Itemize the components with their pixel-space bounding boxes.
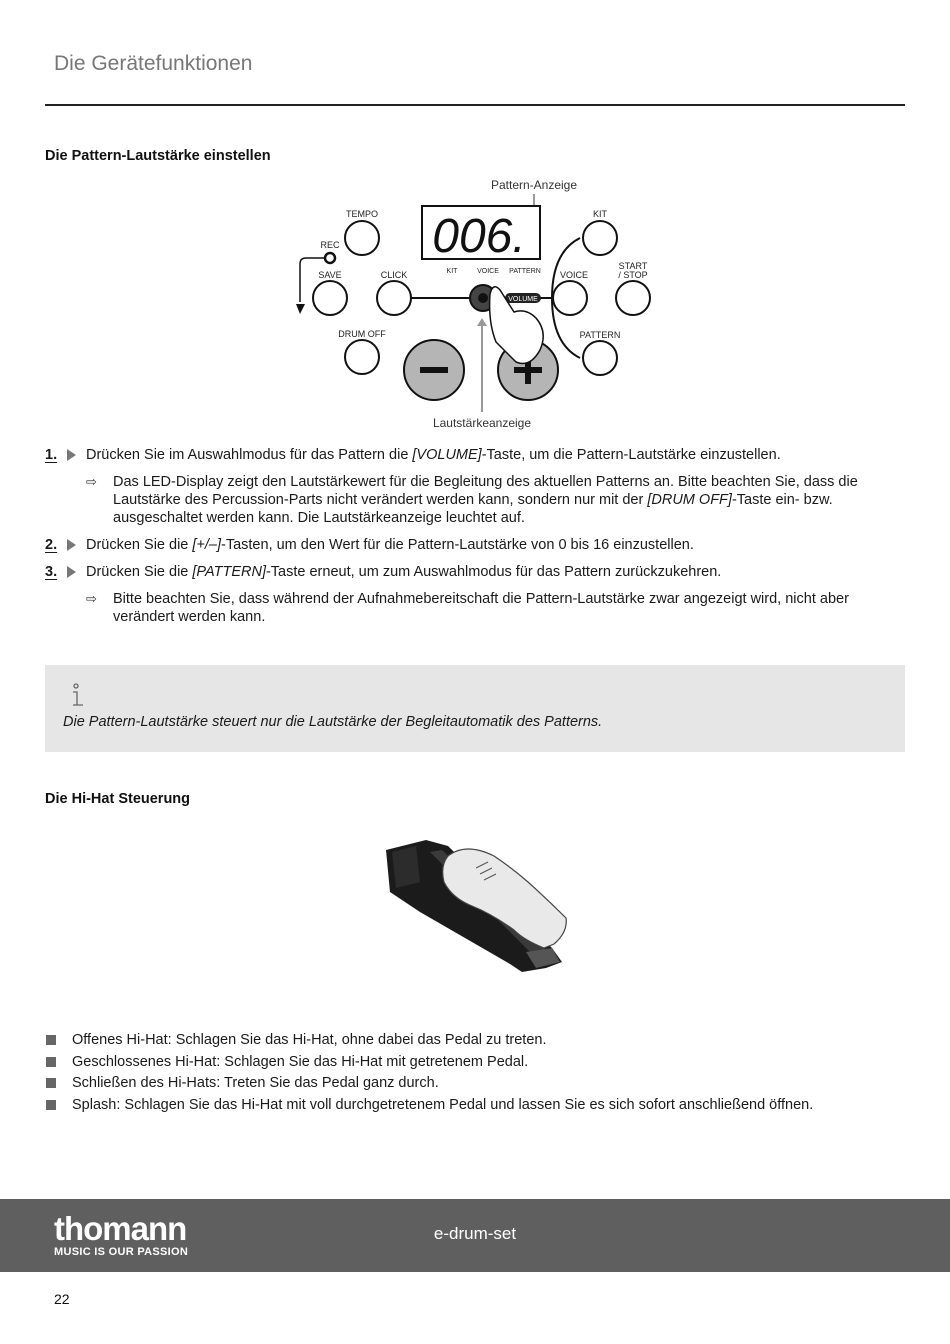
volume-indicator-center <box>478 293 488 303</box>
result-arrow-icon: ⇨ <box>86 591 97 606</box>
step-number: 3. <box>45 564 58 580</box>
minus-icon <box>420 367 448 373</box>
hihat-pedal-figure <box>376 822 576 1018</box>
volume-tag-label: VOLUME <box>508 296 538 303</box>
step-arrow-icon <box>67 449 76 461</box>
pedal-clamp <box>392 846 420 888</box>
indicator-voice-label: VOICE <box>477 268 499 275</box>
result-text: Bitte beachten Sie, dass während der Aufnahmebereitschaft die Pattern-Lautstärke zwar angezeigt wird, nicht aber verändert werden kann. <box>113 591 849 625</box>
result-text: Das LED-Display zeigt den Lautstärkewert für die Begleitung des aktuellen Patterns an. Bitte beachten Sie, dass die Lautstärke des Percussion-Parts nicht verändert werden kann, sondern nur mit der [DRUM OFF]-Taste ein- bzw. ausgeschaltet werden kann. Die Lautstärkeanzeige leuchtet auf. <box>113 474 858 526</box>
label-start: START <box>618 261 648 271</box>
indicator-pattern-label: PATTERN <box>509 268 541 275</box>
step-text: Drücken Sie die [PATTERN]-Taste erneut, um zum Auswahlmodus für das Pattern zurückzukehren. <box>86 564 722 580</box>
brand-logo: thomann <box>54 1210 187 1247</box>
list-item: Offenes Hi-Hat: Schlagen Sie das Hi-Hat, ohne dabei das Pedal zu treten. <box>45 1031 905 1053</box>
bullet-square-icon <box>46 1078 56 1088</box>
label-pattern: PATTERN <box>579 330 621 340</box>
pattern-button <box>583 341 617 375</box>
list-item: Splash: Schlagen Sie das Hi-Hat mit voll durchgetretenem Pedal und lassen Sie es sich sofort anschließend öffnen. <box>45 1096 905 1118</box>
result-arrow-icon: ⇨ <box>86 474 97 489</box>
step-arrow-icon <box>67 566 76 578</box>
label-tempo: TEMPO <box>345 209 379 219</box>
control-panel-figure <box>290 172 670 434</box>
label-click: CLICK <box>380 270 408 280</box>
info-icon <box>69 683 87 709</box>
click-button <box>377 281 411 315</box>
start-stop-button <box>616 281 650 315</box>
label-save: SAVE <box>318 270 342 280</box>
callout-volume-indicator: Lautstärkeanzeige <box>432 416 532 430</box>
led-display-value: 006. <box>432 210 526 263</box>
label-drum-off: DRUM OFF <box>338 329 386 339</box>
step-number: 1. <box>45 447 58 463</box>
heading-pattern-volume: Die Pattern-Lautstärke einstellen <box>45 148 271 164</box>
label-voice: VOICE <box>559 270 589 280</box>
header-rule <box>45 104 905 106</box>
callout-bottom-arrow <box>477 318 487 326</box>
section-header: Die Gerätefunktionen <box>54 52 253 75</box>
step-number: 2. <box>45 537 58 553</box>
bullet-square-icon <box>46 1100 56 1110</box>
footer-product-name: e-drum-set <box>433 1224 517 1243</box>
heading-hihat: Die Hi-Hat Steuerung <box>45 791 191 807</box>
list-item: Schließen des Hi-Hats: Treten Sie das Pedal ganz durch. <box>45 1074 905 1096</box>
rec-arrow <box>296 304 305 314</box>
callout-pattern-display: Pattern-Anzeige <box>490 178 578 192</box>
brand-tagline: MUSIC IS OUR PASSION <box>54 1246 189 1258</box>
bullet-square-icon <box>46 1035 56 1045</box>
footer-bar <box>0 1199 950 1272</box>
voice-button <box>553 281 587 315</box>
step-text: Drücken Sie im Auswahlmodus für das Pattern die [VOLUME]-Taste, um die Pattern-Lautstärke einzustellen. <box>86 447 781 463</box>
kit-button <box>583 221 617 255</box>
bullet-square-icon <box>46 1057 56 1067</box>
save-button <box>313 281 347 315</box>
drum-off-button <box>345 340 379 374</box>
hihat-bullet-list <box>45 1031 905 1117</box>
tempo-button <box>345 221 379 255</box>
list-item: Geschlossenes Hi-Hat: Schlagen Sie das Hi-Hat mit getretenem Pedal. <box>45 1053 905 1075</box>
label-stop: / STOP <box>618 270 648 280</box>
label-rec: REC <box>320 240 340 250</box>
rec-led <box>325 253 335 263</box>
indicator-kit-label: KIT <box>446 268 458 275</box>
note-text: Die Pattern-Lautstärke steuert nur die Lautstärke der Begleitautomatik des Patterns. <box>63 714 603 730</box>
note-box <box>45 665 905 752</box>
step-arrow-icon <box>67 539 76 551</box>
label-kit: KIT <box>592 209 608 219</box>
step-text: Drücken Sie die [+/–]-Tasten, um den Wert für die Pattern-Lautstärke von 0 bis 16 einzustellen. <box>86 537 694 553</box>
page-number: 22 <box>54 1291 70 1307</box>
